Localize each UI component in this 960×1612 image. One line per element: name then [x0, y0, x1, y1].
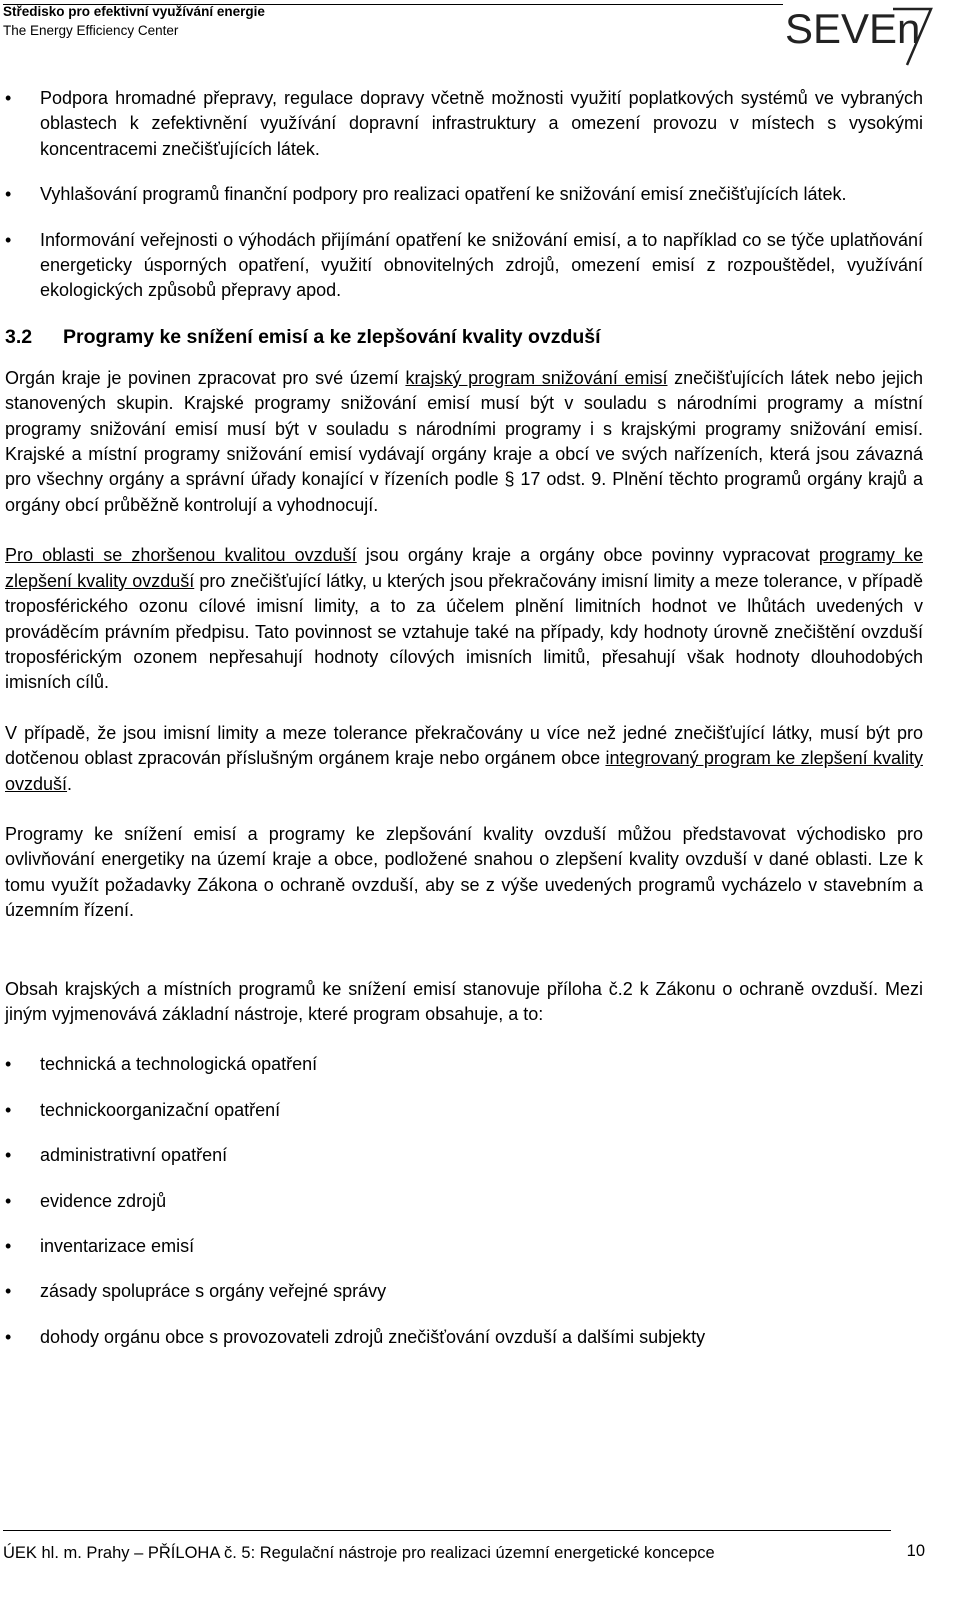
measures-list — [5, 86, 923, 304]
tools-list — [5, 1052, 923, 1350]
seven-logo — [783, 3, 933, 67]
list-item: • technická a technologická opatření — [5, 1052, 923, 1077]
list-item: • inventarizace emisí — [5, 1234, 923, 1259]
list-item: • evidence zdrojů — [5, 1189, 923, 1214]
paragraph-text: znečišťujících látek nebo jejich stanovených skupin. Krajské programy snižování emisí musí být v souladu s národními programy a místní programy snižování emisí musí být v souladu s národními programy i s krajskými programy snižování emisí. Krajské a místní programy snižování emisí vydávají orgány kraje a obcí ve svých nařízeních, která jsou závazná pro všechny orgány a správní úřady konající v řízeních podle § 17 odst. 9. Plnění těchto programů orgány krajů a orgány obcí průběžně kontrolují a vyhodnocují. — [5, 367, 923, 515]
logo-text: SEVEn — [785, 5, 921, 52]
paragraph-regional-program — [5, 366, 923, 518]
page-header — [3, 3, 933, 61]
underlined-term: Pro oblasti se zhoršenou kvalitou ovzduší — [5, 545, 357, 566]
paragraph-energy-planning: Programy ke snížení emisí a programy ke zlepšování kvality ovzduší můžou představovat východisko pro ovlivňování energetiky na území kraje a obce, podložené snahou o zlepšení kvality ovzduší v dané oblasti. Lze k tomu využít požadavky Zákona o ochraně ovzduší, aby se z výše uvedených programů vycházelo v stavebním a územním řízení. — [5, 823, 923, 921]
list-item: • Podpora hromadné přepravy, regulace dopravy včetně možnosti využití poplatkových systémů ve vybraných oblastech k zefektivnění využívání dopravní infrastruktury a omezení provozu v místech s vysokými koncentracemi znečišťujících látek. — [5, 86, 923, 162]
paragraph-text: Orgán kraje je povinen zpracovat pro své území — [5, 367, 406, 388]
list-item: • dohody orgánu obce s provozovateli zdrojů znečišťování ovzduší a dalšími subjekty — [5, 1325, 923, 1350]
paragraph-integrated-program — [5, 721, 923, 797]
list-item: • zásady spolupráce s orgány veřejné správy — [5, 1279, 923, 1304]
section-title: Programy ke snížení emisí a ke zlepšování kvality ovzduší — [63, 325, 601, 348]
underlined-term: integrovaný program ke zlepšení kvality ovzduší — [5, 748, 923, 794]
document-body — [5, 86, 923, 1370]
section-number: 3.2 — [5, 325, 33, 348]
paragraph-text: V případě, že jsou imisní limity a meze tolerance překračovány u více než jedné znečišťující látky, musí být pro dotčenou oblast zpracován příslušným orgánem kraje nebo orgánem obce — [5, 722, 923, 769]
paragraph-text: pro znečišťující látky, u kterých jsou překračovány imisní limity a meze tolerance, v případě troposférického ozonu cílové imisní limity, a to za účelem plnění limitních hodnot ve lhůtách uvedených v prováděcím právním předpisu. Tato povinnost se vztahuje také na případy, kdy hodnoty úrovně znečištění ovzduší troposférickým ozonem nepřesahují hodnoty cílových imisních limitů, přesahují však hodnoty dlouhodobých imisních cílů. — [5, 570, 923, 693]
paragraph-text: jsou orgány kraje a orgány obce povinny vypracovat — [356, 545, 819, 566]
list-item: • technickoorganizační opatření — [5, 1098, 923, 1123]
section-heading — [5, 324, 923, 350]
paragraph-air-quality-areas — [5, 543, 923, 695]
page-number: 10 — [906, 1542, 925, 1560]
organization-name: Středisko pro efektivní využívání energie — [3, 4, 265, 19]
footer-text: ÚEK hl. m. Prahy – PŘÍLOHA č. 5: Regulační nástroje pro realizaci územní energetické koncepce — [3, 1544, 715, 1562]
underlined-term: krajský program snižování emisí — [405, 367, 668, 388]
underlined-term: programy ke zlepšení kvality ovzduší — [5, 545, 923, 591]
list-item: • Vyhlašování programů finanční podpory pro realizaci opatření ke snižování emisí znečišťujících látek. — [5, 182, 923, 207]
list-item: • administrativní opatření — [5, 1143, 923, 1168]
organization-subtitle: The Energy Efficiency Center — [3, 23, 179, 38]
list-item: • Informování veřejnosti o výhodách přijímání opatření ke snižování emisí, a to například co se týče uplatňování energeticky úsporných opatření, využití obnovitelných zdrojů, omezení emisí z rozpouštědel, využívání ekologických způsobů přepravy apod. — [5, 228, 923, 304]
paragraph-annex-content: Obsah krajských a místních programů ke snížení emisí stanovuje příloha č.2 k Zákonu o ochraně ovzduší. Mezi jiným vyjmenovává základní nástroje, které program obsahuje, a to: — [5, 978, 923, 1024]
paragraph-text: . — [67, 773, 73, 794]
page-footer — [3, 1530, 925, 1570]
footer-rule — [3, 1530, 891, 1531]
